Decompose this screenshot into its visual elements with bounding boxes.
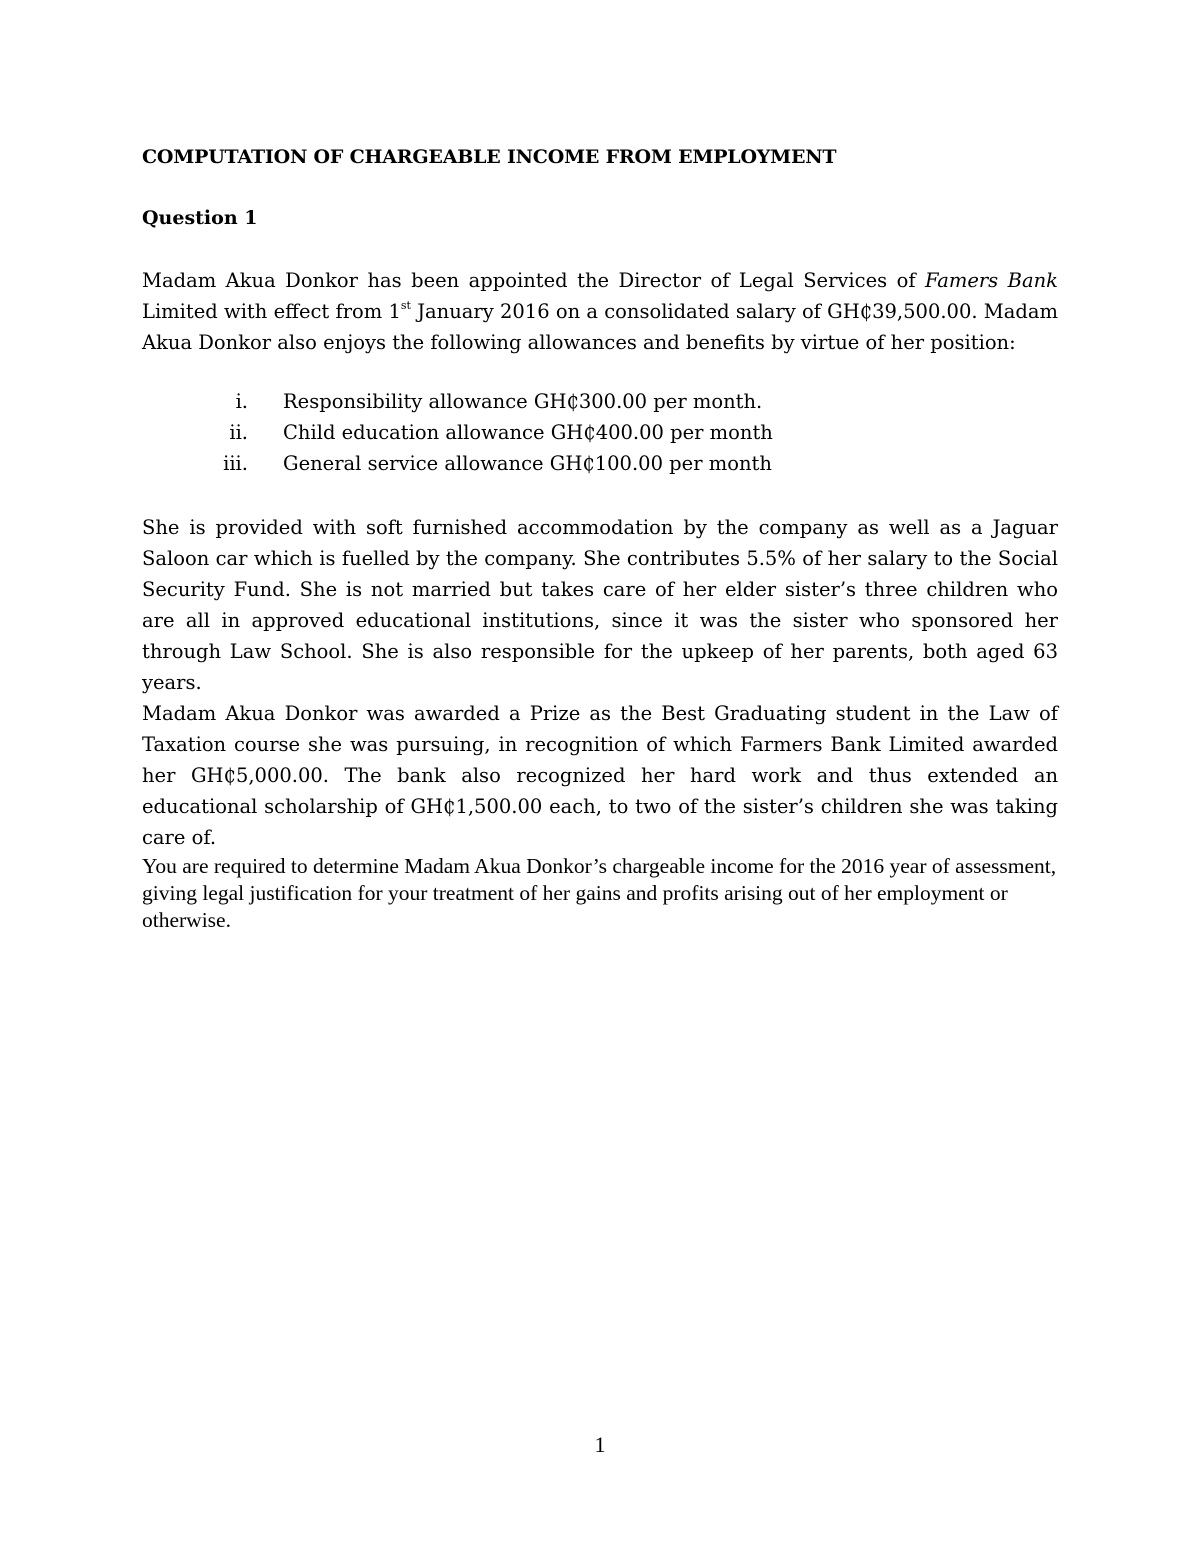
intro-paragraph: [142, 265, 1058, 358]
allowances-list: [142, 386, 1058, 479]
intro-text-after-company: Limited with effect from 1: [142, 300, 401, 323]
list-item-numeral: iii.: [223, 452, 248, 475]
list-item: [142, 448, 1058, 479]
list-item-numeral: ii.: [229, 421, 248, 444]
prize-paragraph: Madam Akua Donkor was awarded a Prize as the Best Graduating student in the Law of Taxation course she was pursuing, in recognition of which Farmers Bank Limited awarded her GH₵5,000.00. The bank also recognized her hard work and thus extended an educational scholarship of GH₵1,500.00 each, to two of the sister’s children she was taking care of.: [142, 702, 1058, 849]
requirement-paragraph: You are required to determine Madam Akua Donkor’s chargeable income for the 2016 year of assessment, giving legal justification for your treatment of her gains and profits arising out of her employment or otherwise.: [142, 854, 1057, 932]
intro-text-after-ordinal: January 2016 on a consolidated salary of GH₵39,500.00. Madam Akua Donkor also enjoys the following allowances and benefits by virtue of her position:: [142, 300, 1058, 354]
question-heading: Question 1: [142, 207, 258, 229]
list-item-text: General service allowance GH₵100.00 per month: [283, 452, 772, 475]
list-item-numeral: i.: [235, 390, 248, 413]
list-item-text: Responsibility allowance GH₵300.00 per month.: [283, 390, 763, 413]
list-item: [142, 386, 1058, 417]
page-number: 1: [594, 1432, 606, 1457]
intro-text-before-company: Madam Akua Donkor has been appointed the Director of Legal Services of: [142, 269, 925, 292]
list-item-text: Child education allowance GH₵400.00 per month: [283, 421, 773, 444]
ordinal-suffix: st: [400, 299, 411, 312]
benefits-paragraph: She is provided with soft furnished accommodation by the company as well as a Jaguar Saloon car which is fuelled by the company. She contributes 5.5% of her salary to the Social Security Fund. She is not married but takes care of her elder sister’s three children who are all in approved educational institutions, since it was the sister who sponsored her through Law School. She is also responsible for the upkeep of her parents, both aged 63 years.: [142, 516, 1058, 694]
document-title: COMPUTATION OF CHARGEABLE INCOME FROM EMPLOYMENT: [142, 146, 837, 168]
company-name: Famers Bank: [925, 269, 1058, 292]
list-item: [142, 417, 1058, 448]
